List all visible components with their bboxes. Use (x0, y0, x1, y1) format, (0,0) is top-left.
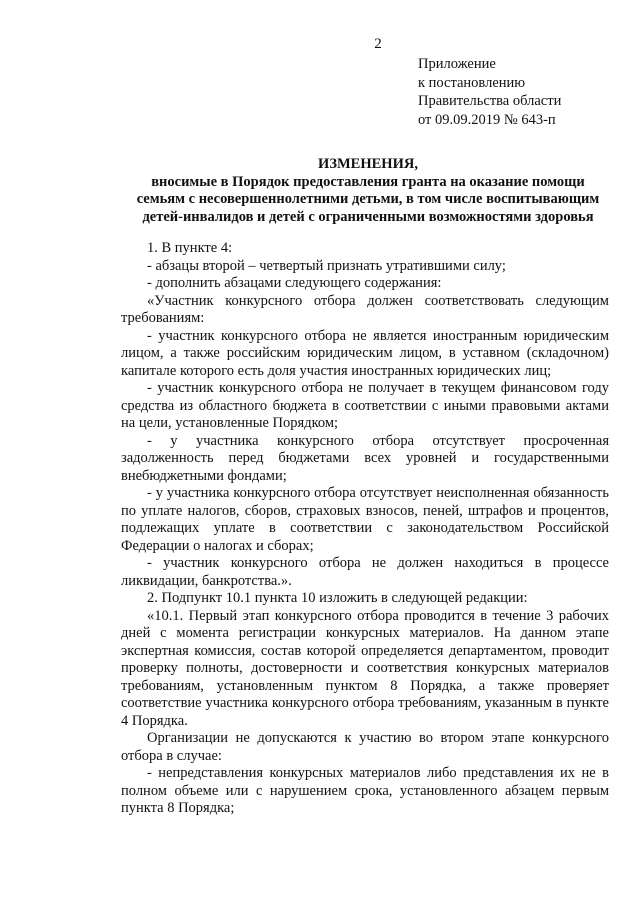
paragraph: Организации не допускаются к участию во втором этапе конкурсного отбора в случае: (121, 730, 609, 764)
paragraph-bullet: - участник конкурсного отбора не получает в текущем финансовом году средства из областного бюджета в соответствии с иными правовыми актами на цели, установленные Порядком; (121, 380, 609, 431)
appendix-line: Приложение (418, 56, 496, 72)
paragraph-subitem-10-1: «10.1. Первый этап конкурсного отбора проводится в течение 3 рабочих дней с момента регистрации конкурсных материалов. На данном этапе экспертная комиссия, состав которой определяется департаментом, проводит проверку полноты, достоверности и соответствия конкурсных материалов требованиям, установленным пунктом 8 Порядка, а также проверяет соответствие участника конкурсного отбора требованиям, указанным в пункте 4 Порядка. (121, 607, 609, 729)
paragraph-bullet: - участник конкурсного отбора не является иностранным юридическим лицом, а также российским юридическим лицом, в уставном (складочном) капитале которого есть доля участия иностранных юридических лиц; (121, 327, 609, 379)
appendix-line: к постановлению (418, 74, 526, 91)
paragraph-bullet: - участник конкурсного отбора не должен находиться в процессе ликвидации, банкротства.». (121, 555, 609, 589)
heading-title: ИЗМЕНЕНИЯ, (318, 156, 418, 172)
paragraph-bullet: - у участника конкурсного отбора отсутствует просроченная задолженность перед бюджетами всех уровней и государственными внебюджетными фондами; (121, 432, 609, 484)
document-heading (120, 156, 616, 226)
paragraph-item-2: 2. Подпункт 10.1 пункта 10 изложить в следующей редакции: (147, 590, 528, 606)
paragraph-bullet: - непредставления конкурсных материалов либо представления их не в полном объеме или с нарушением срока, установленного абзацем первым пункта 8 Порядка; (121, 765, 609, 816)
heading-subtitle-line: детей-инвалидов и детей с ограниченными возможностями здоровья (142, 208, 594, 225)
appendix-line: от 09.09.2019 № 643-п (418, 111, 556, 128)
heading-subtitle-line: вносимые в Порядок предоставления гранта на оказание помощи (151, 173, 585, 190)
paragraph-quote-start: «Участник конкурсного отбора должен соответствовать следующим требованиям: (121, 292, 609, 326)
paragraph-bullet: - у участника конкурсного отбора отсутствует неисполненная обязанность по уплате налогов, сборов, страховых взносов, пеней, штрафов и процентов, подлежащих уплате в соответствии с законодательством Российской Федерации о налогах и сборах; (121, 485, 609, 554)
appendix-line: Правительства области (418, 93, 562, 109)
paragraph-bullet: - дополнить абзацами следующего содержания: (147, 275, 442, 291)
document-body (121, 240, 609, 818)
page-number: 2 (374, 36, 382, 52)
heading-subtitle-line: семьям с несовершеннолетними детьми, в том числе воспитывающим (136, 191, 600, 207)
appendix-block (418, 55, 561, 129)
paragraph-item-1: 1. В пункте 4: (147, 240, 233, 256)
paragraph-bullet: - абзацы второй – четвертый признать утратившими силу; (147, 257, 506, 274)
